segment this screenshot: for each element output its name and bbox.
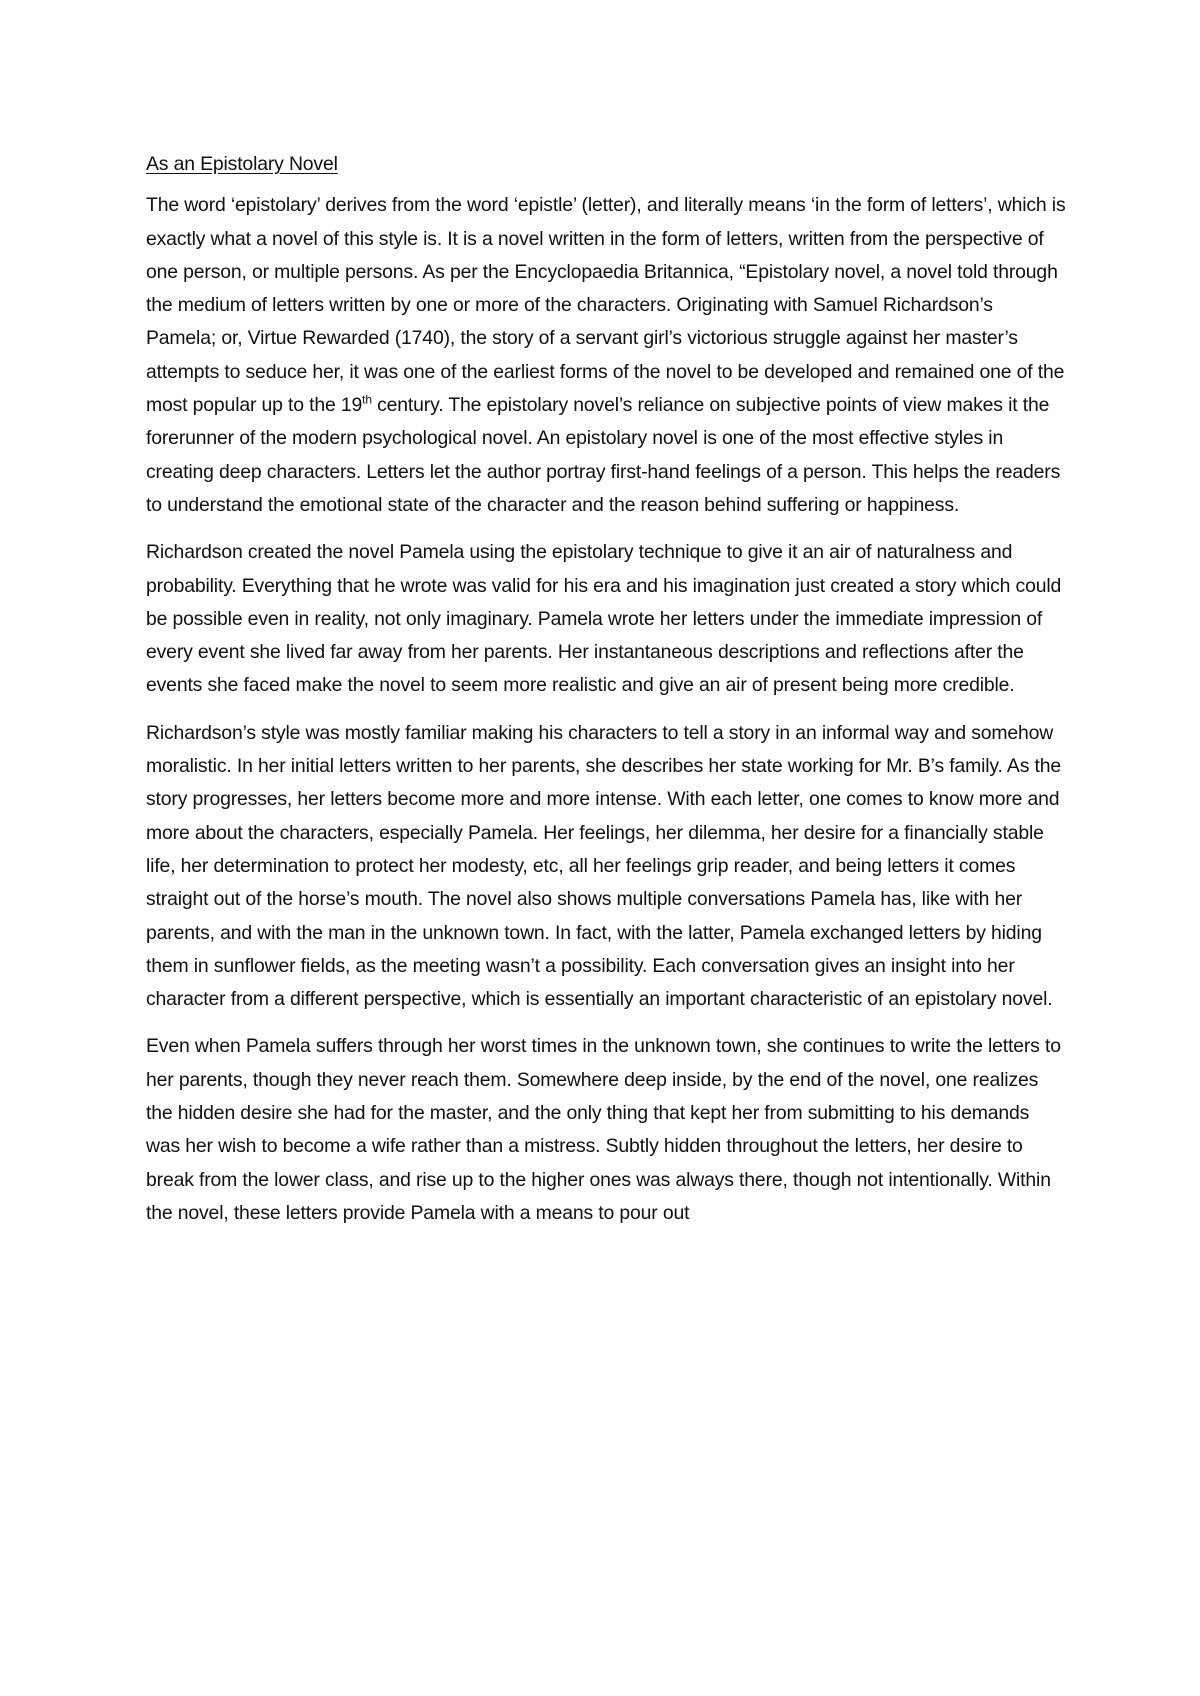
paragraph-1	[146, 189, 1068, 522]
paragraph-3: Richardson’s style was mostly familiar making his characters to tell a story in an informal way and somehow moralistic. In her initial letters written to her parents, she describes her state working for Mr. B’s family. As the story progresses, her letters become more and more intense. With each letter, one comes to know more and more about the characters, especially Pamela. Her feelings, her dilemma, her desire for a financially stable life, her determination to protect her modesty, etc, all her feelings grip reader, and being letters it comes straight out of the horse’s mouth. The novel also shows multiple conversations Pamela has, like with her parents, and with the man in the unknown town. In fact, with the latter, Pamela exchanged letters by hiding them in sunflower fields, as the meeting wasn’t a possibility. Each conversation gives an insight into her character from a different perspective, which is essentially an important characteristic of an epistolary novel.	[146, 721, 1062, 1011]
ordinal-superscript: th	[362, 392, 372, 407]
paragraph-1-text-after-sup: century. The epistolary novel’s reliance on subjective points of view makes it the forerunner of the modern psychological novel. An epistolary novel is one of the most effective styles in creating deep characters. Letters let the author portray first-hand feelings of a person. This helps the readers to understand the emotional state of the character and the reason behind suffering or happiness.	[146, 394, 1061, 516]
paragraph-4: Even when Pamela suffers through her worst times in the unknown town, she continues to write the letters to her parents, though they never reach them. Somewhere deep inside, by the end of the novel, one realizes the hidden desire she had for the master, and the only thing that kept her from submitting to his demands was her wish to become a wife rather than a mistress. Subtly hidden throughout the letters, her desire to break from the lower class, and rise up to the higher ones was always there, though not intentionally. Within the novel, these letters provide Pamela with a means to pour out	[146, 1035, 1061, 1224]
document-body	[146, 148, 1068, 1244]
paragraph-1-text-before-sup: The word ‘epistolary’ derives from the word ‘epistle’ (letter), and literally means ‘in the form of letters’, which is exactly what a novel of this style is. It is a novel written in the form of letters, written from the perspective of one person, or multiple persons. As per the Encyclopaedia Britannica, “Epistolary novel, a novel told through the medium of letters written by one or more of the characters. Originating with Samuel Richardson’s Pamela; or, Virtue Rewarded (1740), the story of a servant girl’s victorious struggle against her master’s attempts to seduce her, it was one of the earliest forms of the novel to be developed and remained one of the most popular up to the 19	[146, 194, 1066, 417]
section-heading: As an Epistolary Novel	[146, 153, 338, 175]
paragraph-2: Richardson created the novel Pamela using the epistolary technique to give it an air of naturalness and probability. Everything that he wrote was valid for his era and his imagination just created a story which could be possible even in reality, not only imaginary. Pamela wrote her letters under the immediate impression of every event she lived far away from her parents. Her instantaneous descriptions and reflections after the events she faced make the novel to seem more realistic and give an air of present being more credible.	[146, 541, 1062, 697]
